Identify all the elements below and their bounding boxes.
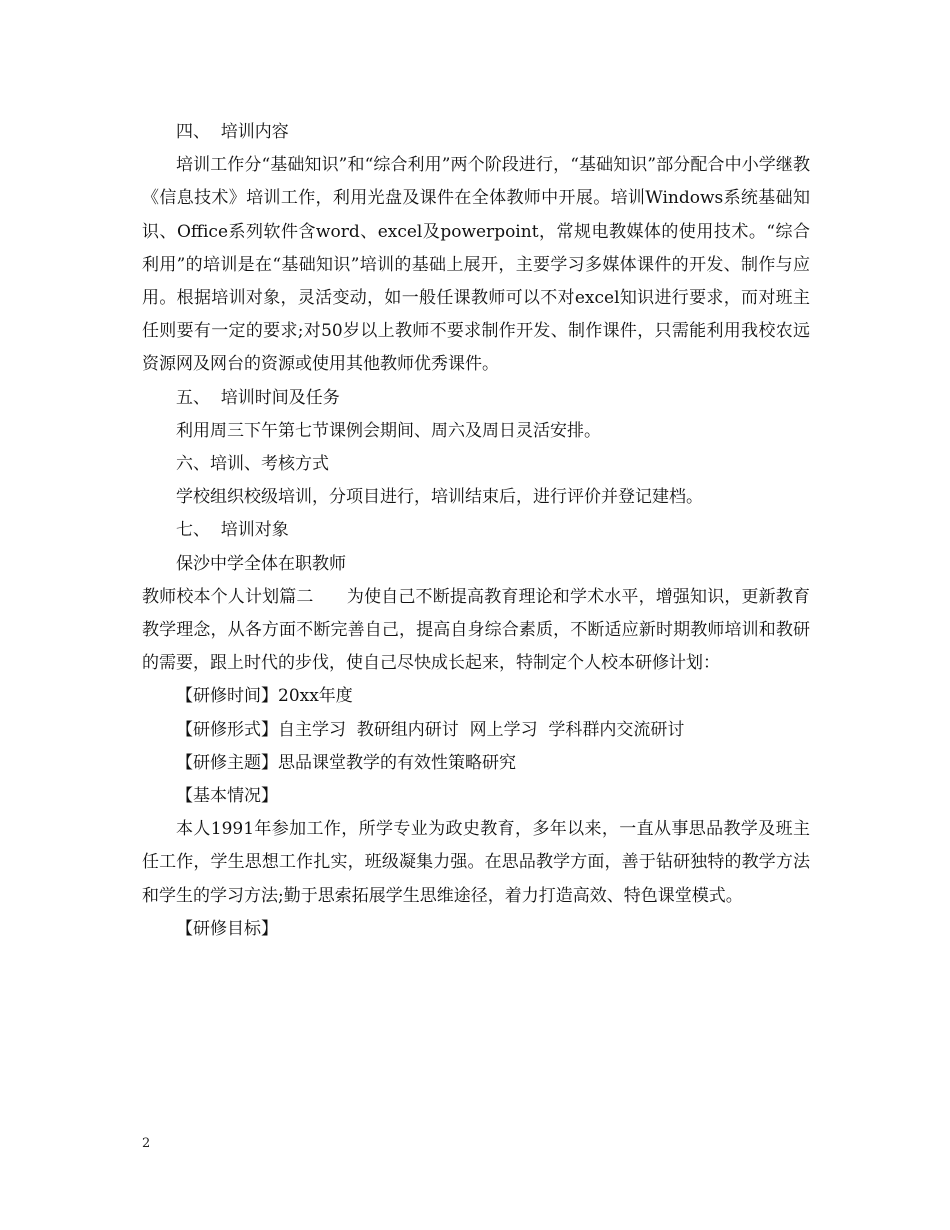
paragraph-study-theme: 【研修主题】思品课堂教学的有效性策略研究: [176, 752, 516, 773]
section-heading-training-time: 五、 培训时间及任务: [176, 387, 340, 408]
paragraph-training-target: 保沙中学全体在职教师: [176, 553, 346, 574]
document-body: [142, 116, 810, 946]
heading-study-goal: 【研修目标】: [176, 918, 278, 939]
page-number: 2: [142, 1136, 151, 1151]
section-heading-training-target: 七、 培训对象: [176, 520, 289, 541]
paragraph-assessment: 学校组织校级培训，分项目进行，培训结束后，进行评价并登记建档。: [176, 487, 703, 508]
paragraph-training-time: 利用周三下午第七节课例会期间、周六及周日灵活安排。: [176, 420, 601, 441]
section-heading-training-content: 四、 培训内容: [176, 122, 289, 142]
section-heading-assessment: 六、培训、考核方式: [176, 454, 329, 475]
paragraph-study-form: 【研修形式】自主学习 教研组内研讨 网上学习 学科群内交流研讨: [176, 719, 685, 740]
paragraph-basic-situation: 本人1991年参加工作，所学专业为政史教育，多年以来，一直从事思品教学及班主任工作，学生思想工作扎实，班级凝集力强。在思品教学方面，善于钻研独特的教学方法和学生的学习方法;勤于思索拓展学生思维途径，着力打造高效、特色课堂模式。: [142, 819, 810, 906]
paragraph-training-content: 培训工作分“基础知识”和“综合利用”两个阶段进行，“基础知识”部分配合中小学继教《信息技术》培训工作，利用光盘及课件在全体教师中开展。培训Windows系统基础知识、Office系列软件含word、excel及powerpoint，常规电教媒体的使用技术。“综合利用”的培训是在“基础知识”培训的基础上展开，主要学习多媒体课件的开发、制作与应用。根据培训对象，灵活变动，如一般任课教师可以不对excel知识进行要求，而对班主任则要有一定的要求;对50岁以上教师不要求制作开发、制作课件，只需能利用我校农远资源网及网台的资源或使用其他教师优秀课件。: [142, 155, 810, 375]
paragraph-study-time: 【研修时间】20xx年度: [176, 686, 353, 707]
heading-basic-situation: 【基本情况】: [176, 786, 278, 807]
paragraph-plan-two-intro: 教师校本个人计划篇二 为使自己不断提高教育理论和学术水平，增强知识，更新教育教学理念，从各方面不断完善自己，提高自身综合素质，不断适应新时期教师培训和教研的需要，跟上时代的步伐，使自己尽快成长起来，特制定个人校本研修计划：: [142, 586, 810, 674]
